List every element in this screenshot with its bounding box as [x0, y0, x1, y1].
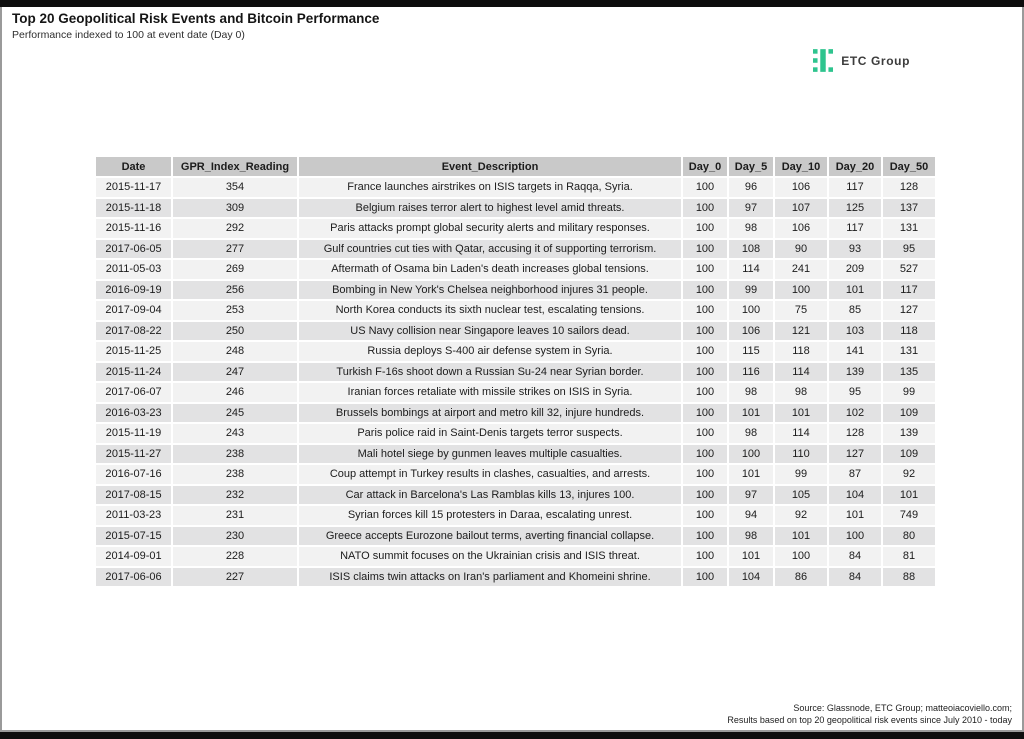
table-cell: 100: [683, 486, 727, 505]
table-cell: Paris police raid in Saint-Denis targets terror suspects.: [299, 424, 681, 443]
table-cell: 125: [829, 199, 881, 218]
table-cell: 117: [829, 178, 881, 197]
table-cell: 86: [775, 568, 827, 587]
source-footnote-line2: Results based on top 20 geopolitical risk events since July 2010 - today: [727, 714, 1012, 725]
events-table-container: [94, 155, 937, 588]
column-header: Day_10: [775, 157, 827, 176]
table-cell: 101: [729, 404, 773, 423]
table-cell: 248: [173, 342, 297, 361]
table-cell: 87: [829, 465, 881, 484]
column-header: Day_20: [829, 157, 881, 176]
table-cell: 92: [883, 465, 935, 484]
table-cell: 100: [683, 568, 727, 587]
etc-group-logo: [813, 49, 910, 72]
page-title: Top 20 Geopolitical Risk Events and Bitcoin Performance: [12, 11, 380, 26]
table-cell: 100: [775, 547, 827, 566]
events-table: [94, 155, 937, 588]
table-cell: 127: [829, 445, 881, 464]
table-cell: 105: [775, 486, 827, 505]
table-cell: 749: [883, 506, 935, 525]
table-cell: 247: [173, 363, 297, 382]
table-cell: Car attack in Barcelona's Las Ramblas kills 13, injures 100.: [299, 486, 681, 505]
table-row: [96, 547, 935, 566]
table-cell: 99: [883, 383, 935, 402]
table-cell: 139: [883, 424, 935, 443]
table-cell: 100: [683, 424, 727, 443]
table-header-row: [96, 157, 935, 176]
etc-group-logo-text: ETC Group: [841, 53, 910, 68]
table-cell: 309: [173, 199, 297, 218]
table-cell: 2017-08-15: [96, 486, 171, 505]
table-cell: 100: [683, 527, 727, 546]
table-row: [96, 383, 935, 402]
table-cell: 2016-03-23: [96, 404, 171, 423]
table-row: [96, 322, 935, 341]
table-cell: 107: [775, 199, 827, 218]
table-row: [96, 240, 935, 259]
table-cell: 137: [883, 199, 935, 218]
table-cell: North Korea conducts its sixth nuclear test, escalating tensions.: [299, 301, 681, 320]
table-cell: 114: [729, 260, 773, 279]
table-cell: 109: [883, 404, 935, 423]
table-cell: 238: [173, 465, 297, 484]
table-cell: 100: [683, 240, 727, 259]
table-row: [96, 219, 935, 238]
table-cell: 2015-11-24: [96, 363, 171, 382]
table-cell: 84: [829, 568, 881, 587]
table-cell: 101: [729, 465, 773, 484]
table-cell: 2016-09-19: [96, 281, 171, 300]
table-cell: Turkish F-16s shoot down a Russian Su-24 near Syrian border.: [299, 363, 681, 382]
table-cell: France launches airstrikes on ISIS targets in Raqqa, Syria.: [299, 178, 681, 197]
table-cell: 108: [729, 240, 773, 259]
table-cell: 88: [883, 568, 935, 587]
table-cell: 227: [173, 568, 297, 587]
table-row: [96, 445, 935, 464]
table-cell: 100: [683, 506, 727, 525]
table-cell: 93: [829, 240, 881, 259]
table-cell: 75: [775, 301, 827, 320]
table-cell: 2017-06-06: [96, 568, 171, 587]
table-cell: 253: [173, 301, 297, 320]
source-footnote: [727, 702, 1012, 726]
table-cell: 115: [729, 342, 773, 361]
table-cell: 246: [173, 383, 297, 402]
table-cell: 106: [775, 178, 827, 197]
table-cell: 2017-06-07: [96, 383, 171, 402]
table-cell: 243: [173, 424, 297, 443]
table-cell: Coup attempt in Turkey results in clashes, casualties, and arrests.: [299, 465, 681, 484]
table-cell: 101: [829, 506, 881, 525]
table-row: [96, 363, 935, 382]
table-cell: 2017-08-22: [96, 322, 171, 341]
table-cell: 209: [829, 260, 881, 279]
table-cell: 277: [173, 240, 297, 259]
table-row: [96, 465, 935, 484]
table-cell: 2015-11-25: [96, 342, 171, 361]
table-cell: 117: [829, 219, 881, 238]
table-cell: Brussels bombings at airport and metro kill 32, injure hundreds.: [299, 404, 681, 423]
report-page: [0, 7, 1024, 732]
table-cell: Russia deploys S-400 air defense system in Syria.: [299, 342, 681, 361]
table-cell: 228: [173, 547, 297, 566]
table-cell: 103: [829, 322, 881, 341]
table-cell: Mali hotel siege by gunmen leaves multiple casualties.: [299, 445, 681, 464]
table-cell: 98: [729, 383, 773, 402]
table-cell: Paris attacks prompt global security alerts and military responses.: [299, 219, 681, 238]
table-cell: 117: [883, 281, 935, 300]
table-cell: 250: [173, 322, 297, 341]
table-cell: 135: [883, 363, 935, 382]
table-cell: 101: [829, 281, 881, 300]
table-cell: 109: [883, 445, 935, 464]
source-footnote-line1: Source: Glassnode, ETC Group; matteoiacoviello.com;: [793, 702, 1012, 713]
table-cell: 102: [829, 404, 881, 423]
table-cell: 80: [883, 527, 935, 546]
table-cell: 118: [883, 322, 935, 341]
table-cell: 100: [683, 199, 727, 218]
table-cell: 98: [775, 383, 827, 402]
table-cell: 99: [729, 281, 773, 300]
table-cell: 101: [729, 547, 773, 566]
table-cell: 2015-07-15: [96, 527, 171, 546]
table-cell: 232: [173, 486, 297, 505]
table-cell: Belgium raises terror alert to highest level amid threats.: [299, 199, 681, 218]
table-cell: 100: [829, 527, 881, 546]
table-cell: 141: [829, 342, 881, 361]
table-row: [96, 178, 935, 197]
table-cell: 100: [683, 342, 727, 361]
table-row: [96, 260, 935, 279]
table-cell: 85: [829, 301, 881, 320]
table-cell: 2011-03-23: [96, 506, 171, 525]
table-cell: 245: [173, 404, 297, 423]
table-cell: Iranian forces retaliate with missile strikes on ISIS in Syria.: [299, 383, 681, 402]
table-cell: 101: [775, 527, 827, 546]
table-cell: 2015-11-18: [96, 199, 171, 218]
table-cell: 2017-09-04: [96, 301, 171, 320]
table-cell: 231: [173, 506, 297, 525]
table-cell: 131: [883, 342, 935, 361]
column-header: GPR_Index_Reading: [173, 157, 297, 176]
table-cell: 2015-11-27: [96, 445, 171, 464]
table-cell: 100: [683, 383, 727, 402]
table-cell: 100: [683, 465, 727, 484]
table-cell: 100: [683, 219, 727, 238]
table-cell: NATO summit focuses on the Ukrainian crisis and ISIS threat.: [299, 547, 681, 566]
table-cell: Gulf countries cut ties with Qatar, accusing it of supporting terrorism.: [299, 240, 681, 259]
table-cell: 95: [829, 383, 881, 402]
table-cell: 95: [883, 240, 935, 259]
table-cell: 114: [775, 424, 827, 443]
table-cell: 100: [683, 178, 727, 197]
table-cell: 92: [775, 506, 827, 525]
table-cell: 2015-11-17: [96, 178, 171, 197]
table-row: [96, 568, 935, 587]
table-cell: 97: [729, 199, 773, 218]
table-cell: 116: [729, 363, 773, 382]
table-cell: 106: [729, 322, 773, 341]
table-cell: Aftermath of Osama bin Laden's death increases global tensions.: [299, 260, 681, 279]
etc-group-logo-icon: [813, 49, 833, 72]
table-cell: 100: [683, 281, 727, 300]
table-cell: 101: [775, 404, 827, 423]
table-cell: 90: [775, 240, 827, 259]
table-cell: 2016-07-16: [96, 465, 171, 484]
table-row: [96, 199, 935, 218]
table-cell: 98: [729, 527, 773, 546]
column-header: Event_Description: [299, 157, 681, 176]
table-cell: 100: [729, 301, 773, 320]
table-cell: 2014-09-01: [96, 547, 171, 566]
page-subtitle: Performance indexed to 100 at event date (Day 0): [12, 29, 245, 41]
table-cell: 114: [775, 363, 827, 382]
table-cell: 100: [683, 301, 727, 320]
table-cell: 292: [173, 219, 297, 238]
table-cell: 84: [829, 547, 881, 566]
table-cell: 100: [775, 281, 827, 300]
table-cell: 100: [683, 322, 727, 341]
table-cell: 97: [729, 486, 773, 505]
table-cell: 238: [173, 445, 297, 464]
table-cell: 94: [729, 506, 773, 525]
table-cell: 96: [729, 178, 773, 197]
table-row: [96, 342, 935, 361]
table-cell: 118: [775, 342, 827, 361]
table-cell: 131: [883, 219, 935, 238]
table-cell: 527: [883, 260, 935, 279]
table-row: [96, 486, 935, 505]
table-cell: 104: [729, 568, 773, 587]
table-cell: 98: [729, 219, 773, 238]
table-cell: 100: [683, 547, 727, 566]
table-cell: 241: [775, 260, 827, 279]
table-cell: US Navy collision near Singapore leaves 10 sailors dead.: [299, 322, 681, 341]
table-cell: Greece accepts Eurozone bailout terms, averting financial collapse.: [299, 527, 681, 546]
column-header: Date: [96, 157, 171, 176]
table-cell: 2015-11-16: [96, 219, 171, 238]
table-cell: 121: [775, 322, 827, 341]
table-cell: Bombing in New York's Chelsea neighborhood injures 31 people.: [299, 281, 681, 300]
table-cell: 100: [683, 445, 727, 464]
table-cell: 354: [173, 178, 297, 197]
table-cell: 106: [775, 219, 827, 238]
table-cell: 230: [173, 527, 297, 546]
table-row: [96, 506, 935, 525]
column-header: Day_5: [729, 157, 773, 176]
table-row: [96, 424, 935, 443]
column-header: Day_50: [883, 157, 935, 176]
table-cell: 101: [883, 486, 935, 505]
table-cell: 256: [173, 281, 297, 300]
table-cell: 100: [729, 445, 773, 464]
table-cell: 100: [683, 363, 727, 382]
table-cell: ISIS claims twin attacks on Iran's parliament and Khomeini shrine.: [299, 568, 681, 587]
table-cell: 128: [883, 178, 935, 197]
column-header: Day_0: [683, 157, 727, 176]
table-body: [96, 178, 935, 586]
table-cell: 2015-11-19: [96, 424, 171, 443]
table-cell: 98: [729, 424, 773, 443]
table-cell: 139: [829, 363, 881, 382]
table-row: [96, 281, 935, 300]
table-cell: 2017-06-05: [96, 240, 171, 259]
table-cell: 100: [683, 404, 727, 423]
table-row: [96, 404, 935, 423]
table-cell: 100: [683, 260, 727, 279]
table-cell: 2011-05-03: [96, 260, 171, 279]
table-cell: 110: [775, 445, 827, 464]
table-row: [96, 301, 935, 320]
table-cell: 127: [883, 301, 935, 320]
table-cell: 81: [883, 547, 935, 566]
table-cell: 128: [829, 424, 881, 443]
table-cell: 104: [829, 486, 881, 505]
table-cell: 269: [173, 260, 297, 279]
table-row: [96, 527, 935, 546]
table-cell: Syrian forces kill 15 protesters in Daraa, escalating unrest.: [299, 506, 681, 525]
table-cell: 99: [775, 465, 827, 484]
